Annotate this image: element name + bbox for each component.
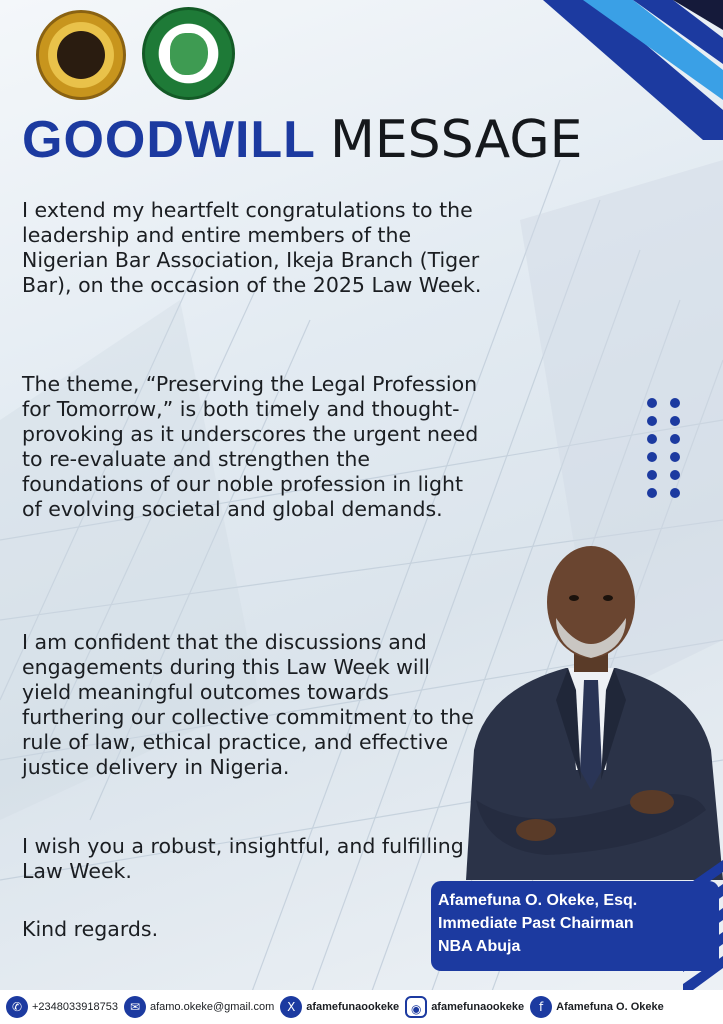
- page-title: [22, 108, 582, 172]
- contact-x[interactable]: [280, 996, 399, 1018]
- signoff-role: Immediate Past Chairman: [438, 915, 634, 932]
- instagram-icon: ◉: [405, 996, 427, 1018]
- paragraph-wish: I wish you a robust, insightful, and fulfilling Law Week.: [22, 834, 464, 883]
- signoff-org: NBA Abuja: [438, 938, 521, 955]
- contact-footer: [0, 990, 723, 1024]
- title-goodwill: GOODWILL: [22, 111, 316, 169]
- phone-text: +2348033918753: [32, 1001, 118, 1013]
- chairman-portrait: [456, 540, 723, 880]
- paragraph-confidence: I am confident that the discussions and engagements during this Law Week will yield meaningful outcomes towards furthering our collective commitment to the rule of law, ethical practice, and effective justice delivery in Nigeria.: [22, 630, 474, 779]
- title-message: MESSAGE: [329, 110, 583, 170]
- signoff-box: [431, 881, 719, 971]
- facebook-text: Afamefuna O. Okeke: [556, 1001, 664, 1013]
- paragraph-regards: Kind regards.: [22, 917, 159, 941]
- nba-seal-logo: [142, 7, 235, 100]
- nigeria-map-icon: [170, 33, 208, 75]
- contact-email[interactable]: [124, 996, 274, 1018]
- signoff-name: Afamefuna O. Okeke, Esq.: [438, 892, 638, 909]
- phone-icon: ✆: [6, 996, 28, 1018]
- x-handle-text: afamefunaookeke: [306, 1001, 400, 1013]
- email-text: afamo.okeke@gmail.com: [149, 1001, 275, 1013]
- instagram-text: afamefunaookeke: [431, 1001, 525, 1013]
- afamefuna-seal-logo: [36, 10, 126, 100]
- facebook-icon: f: [530, 996, 552, 1018]
- paragraph-congratulations: I extend my heartfelt congratulations to the leadership and entire members of the Nigerian Bar Association, Ikeja Branch (Tiger Bar), on the occasion of the 2025 Law Week.: [22, 198, 482, 297]
- x-icon: X: [280, 996, 302, 1018]
- contact-facebook[interactable]: [530, 996, 664, 1018]
- contact-instagram[interactable]: [405, 996, 524, 1018]
- paragraph-theme: The theme, “Preserving the Legal Profession for Tomorrow,” is both timely and thought-provoking as it underscores the urgent need to re-evaluate and strengthen the foundations of our noble profession in light of evolving societal and global demands.: [22, 372, 479, 521]
- portrait-seal-icon: [57, 31, 105, 79]
- dot-grid-decoration: [647, 398, 687, 500]
- contact-phone[interactable]: [6, 996, 118, 1018]
- email-icon: ✉: [124, 996, 146, 1018]
